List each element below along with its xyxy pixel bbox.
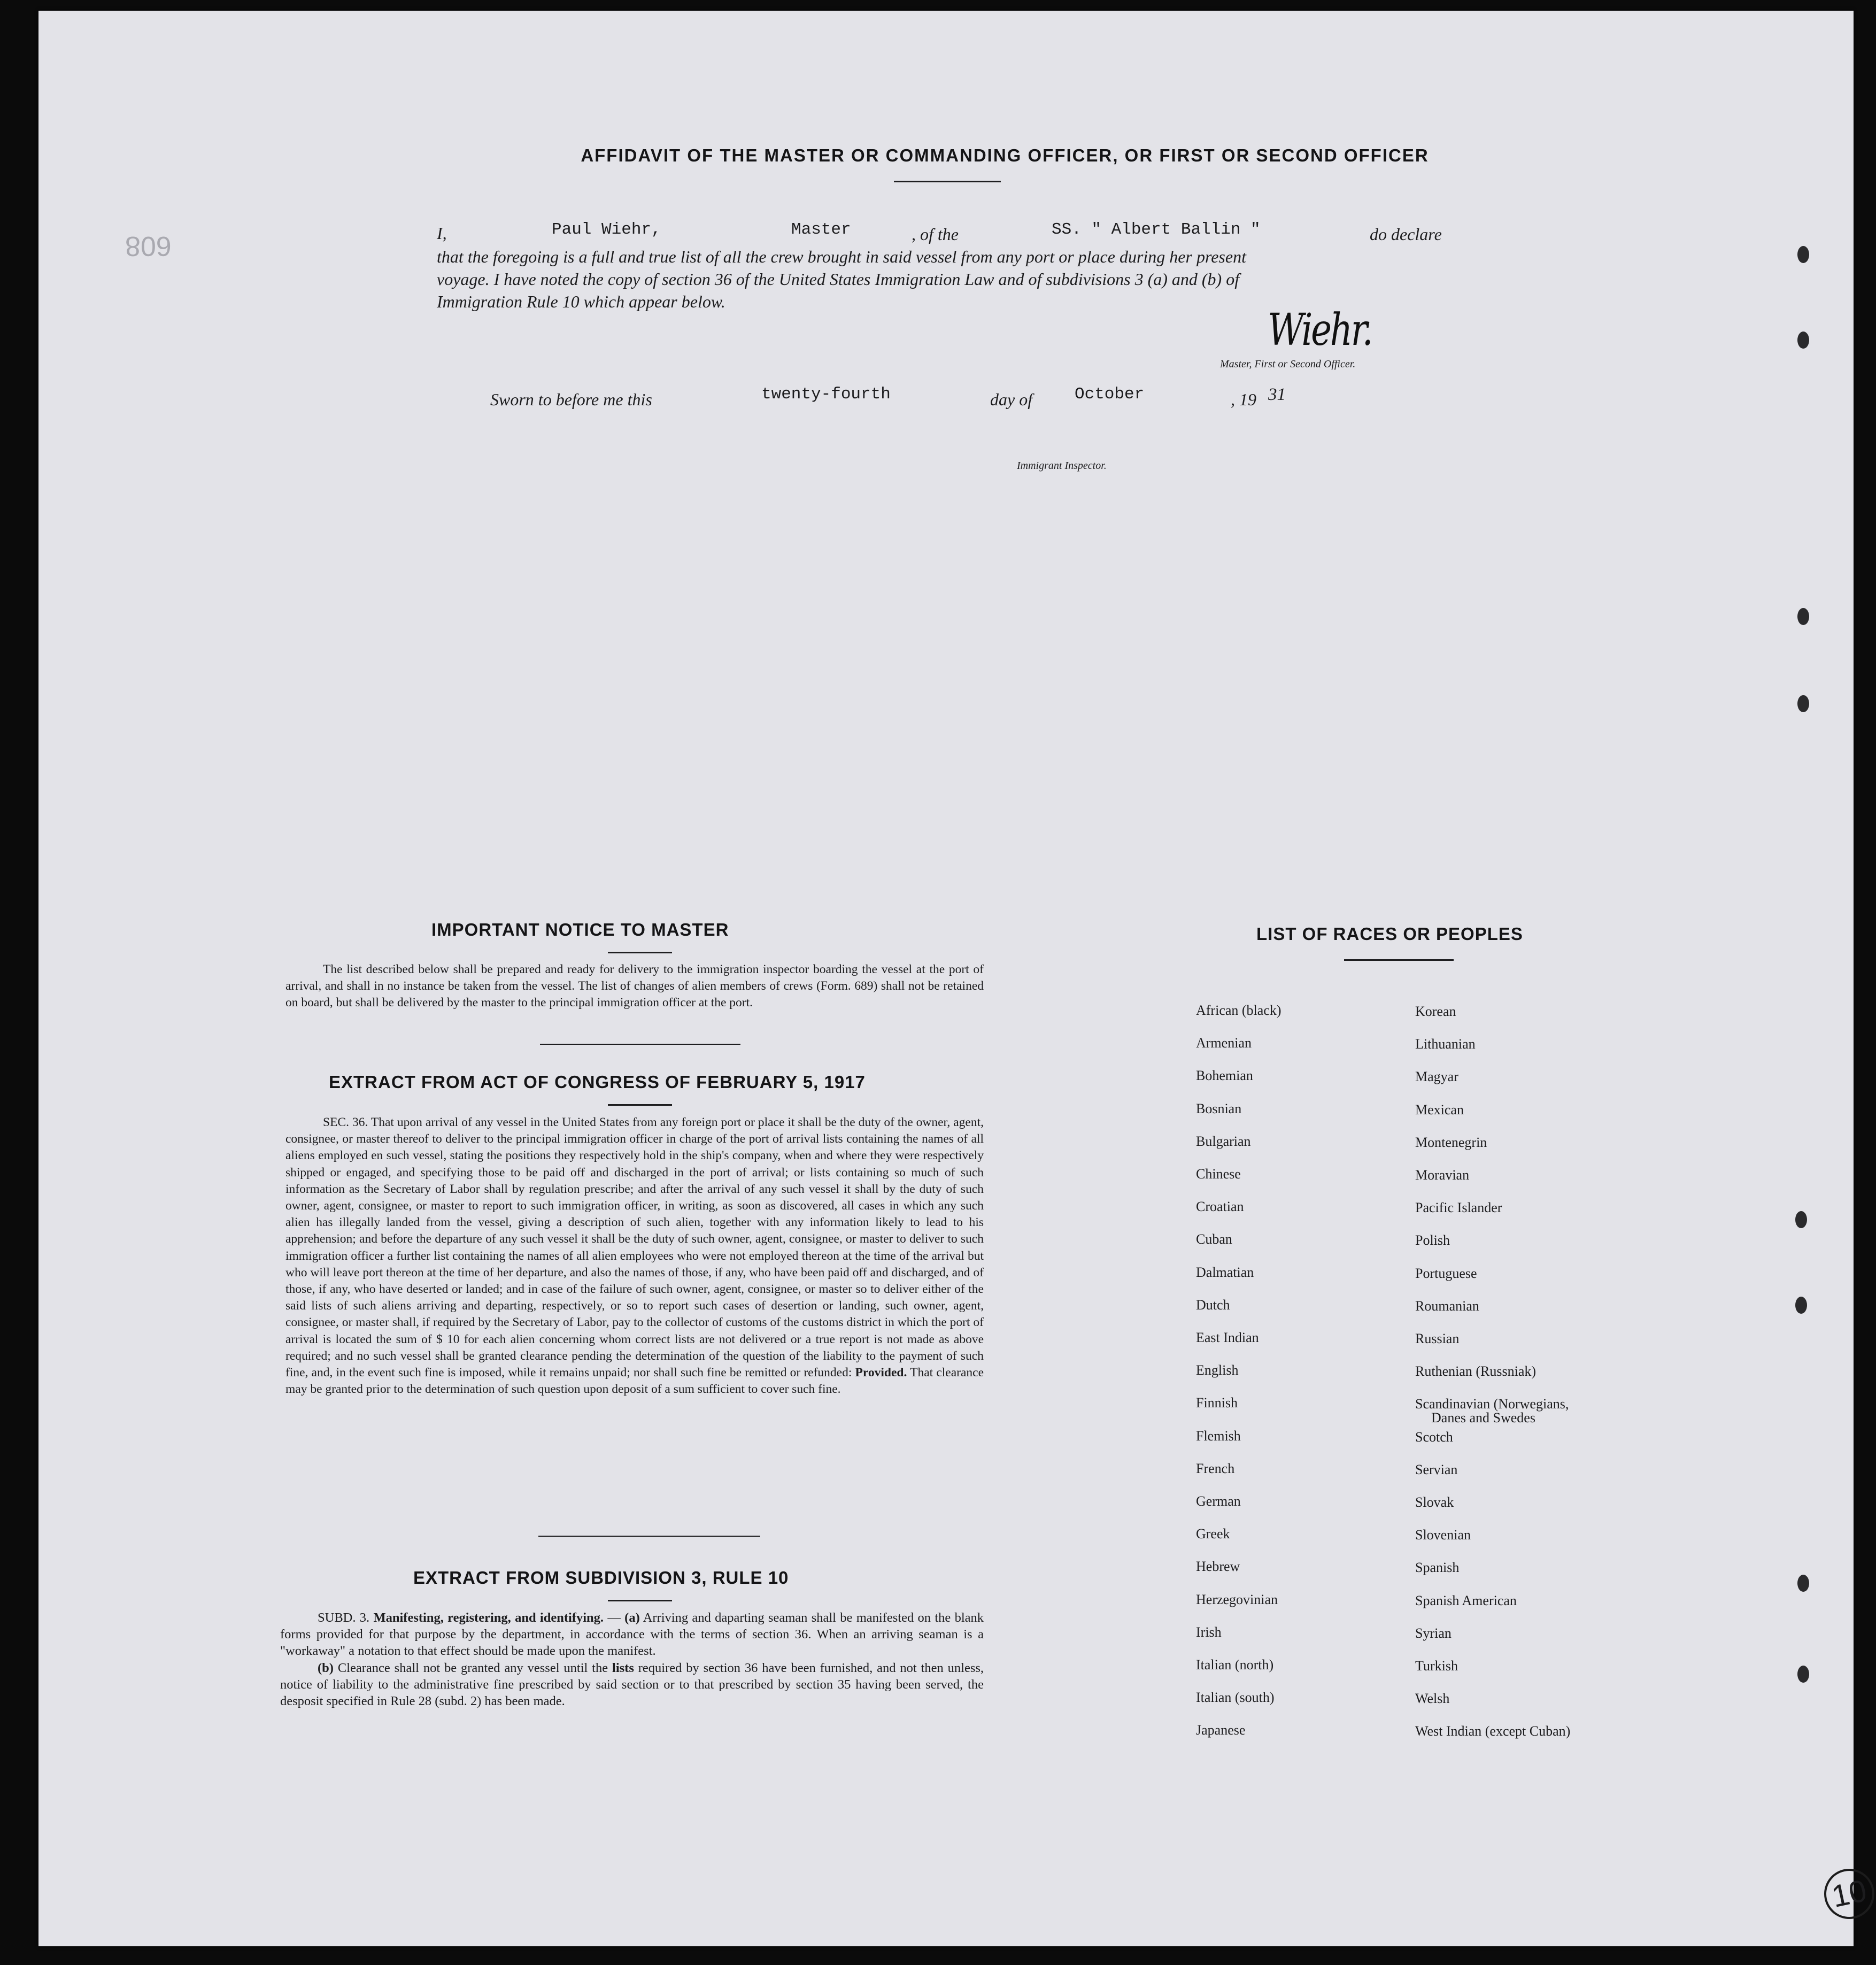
race-item: Japanese [1196, 1722, 1246, 1738]
inspector-caption: Immigrant Inspector. [1017, 460, 1107, 472]
rule-rule [608, 1600, 672, 1601]
page-number-stamp: 10 [1819, 1864, 1876, 1923]
race-item: Irish [1196, 1624, 1222, 1640]
day-of-label: day of [990, 390, 1033, 409]
subd-label: SUBD. 3. [318, 1610, 370, 1625]
race-item: Spanish American [1415, 1592, 1517, 1608]
race-item: Slovak [1415, 1494, 1454, 1510]
master-name: Paul Wiehr, [552, 220, 661, 239]
race-item: Roumanian [1415, 1298, 1479, 1314]
race-item: Finnish [1196, 1395, 1238, 1411]
affidavit-title: AFFIDAVIT OF THE MASTER OR COMMANDING OFFICER, OR FIRST OR SECOND OFFICER [581, 145, 1429, 165]
race-item: Moravian [1415, 1167, 1470, 1183]
subd-heading: Manifesting, registering, and identifying. [373, 1610, 604, 1625]
act-text [285, 1114, 984, 1398]
subd-b-text-1: Clearance shall not be granted any vessel until the [337, 1660, 608, 1675]
race-item: Cuban [1196, 1231, 1232, 1247]
affidavit-line-3: voyage. I have noted the copy of section 36 of the United States Immigration Law and of subdivisions 3 (a) and (b) of [437, 269, 1240, 289]
act-text-after: That clearance may be granted prior to the determination of such question upon deposit of a sum sufficient to cover such fine. [285, 1366, 984, 1397]
race-item: Montenegrin [1415, 1134, 1487, 1150]
master-signature: Wiehr. [1268, 305, 1372, 356]
margin-stamp: 608 [125, 230, 172, 261]
race-item: East Indian [1196, 1330, 1259, 1345]
act-title: EXTRACT FROM ACT OF CONGRESS OF FEBRUARY 5, 1917 [329, 1072, 866, 1092]
do-declare-label: do declare [1370, 225, 1442, 244]
race-item: Flemish [1196, 1428, 1241, 1444]
punch-hole [1797, 332, 1809, 349]
title-rule [894, 181, 1001, 182]
act-provided: Provided. [855, 1366, 907, 1380]
race-item: Bulgarian [1196, 1133, 1251, 1149]
race-item: Slovenian [1415, 1527, 1471, 1543]
race-item: Italian (south) [1196, 1690, 1275, 1706]
affidavit-line-2: that the foregoing is a full and true list of all the crew brought in said vessel from any port or place during her present [437, 247, 1246, 266]
notice-text [285, 961, 984, 1012]
affidavit-line-4: Immigration Rule 10 which appear below. [437, 292, 725, 311]
race-item: Korean [1415, 1004, 1456, 1019]
notice-title: IMPORTANT NOTICE TO MASTER [431, 920, 729, 939]
subd-b-lists: lists [612, 1660, 634, 1675]
race-item: Chinese [1196, 1166, 1241, 1182]
master-rank: Master [791, 220, 851, 239]
race-item: Mexican [1415, 1101, 1464, 1118]
punch-hole [1795, 1297, 1807, 1314]
rule-paragraph-a [280, 1609, 984, 1660]
race-item: English [1196, 1362, 1239, 1378]
race-item: Herzegovinian [1196, 1591, 1278, 1607]
notice-paragraph: The list described below shall be prepared and ready for delivery to the immigration inspector boarding the vessel at the port of arrival, and shall in no instance be taken from the vessel. The list of changes of alien members of crews (Form. 689) shall not be retained on board, but shall be delivered by the master to the principal immigration officer at the port. [285, 962, 984, 1010]
act-text-before: SEC. 36. That upon arrival of any vessel in the United States from any foreign port or place it shall be the duty of the owner, agent, consignee, or master thereof to deliver to the principal immigration officer in charge of the port of arrival lists containing the names of all aliens employed en such vessel, stating the positions they respectively hold in the ship's company, when and where they were respectively shipped or engaged, and specifying those to be paid off and discharged in the port of arrival; or lists containing so much of such information as the Secretary of Labor shall by regulation prescribe; and after the arrival of any such vessel it shall by the duty of such owner, agent, consignee, or master to report to such immigration officer, in writing, as soon as discovered, all cases in which any such alien has illegally landed from the vessel, giving a description of such alien, together with any information likely to lead to his apprehension; and before the departure of any such vessel it shall be the duty of such owner, agent, consignee, or master to deliver to such immigration officer a further list containing the names of all alien employees who were not employed thereon at the time of the arrival but who will leave port thereon at the time of her departure, and also the names of those, if any, who have been paid off and discharged, and of those, if any, who have deserted or landed; and in case of the failure of such owner, agent, consignee, or master so to deliver either of the said lists of such aliens arriving and departing, respectively, or so to report such cases of desertion or landing, such owner, agent, consignee, or master shall, if required by the Secretary of Labor, pay to the collector of customs of the customs district in which the port of arrival is located the sum of $ 10 for each alien concerning whom correct lists are not delivered or a true report is not made as above required; and no such vessel shall be granted clearance pending the determination of the question of the liability to the payment of such fine, and, in the event such fine is imposed, while it remains unpaid; nor shall such fine be remitted or refunded: [285, 1115, 984, 1380]
race-item: Spanish [1415, 1560, 1460, 1576]
race-item: German [1196, 1493, 1241, 1509]
signature-caption: Master, First or Second Officer. [1220, 358, 1356, 370]
race-item: Scandinavian (Norwegians, [1415, 1396, 1569, 1412]
act-bottom-rule [538, 1536, 760, 1537]
punch-hole [1797, 695, 1809, 712]
race-item: Ruthenian (Russniak) [1415, 1363, 1537, 1380]
race-item: Croatian [1196, 1199, 1244, 1215]
subd-a-label: (a) [624, 1610, 640, 1625]
race-item: Welsh [1415, 1691, 1450, 1707]
race-item: Servian [1415, 1461, 1458, 1477]
sworn-label: Sworn to before me this [490, 390, 652, 409]
race-item: Bosnian [1196, 1100, 1242, 1116]
race-item: Scotch [1415, 1429, 1453, 1445]
subd-dash: — [607, 1610, 621, 1625]
race-item: Armenian [1196, 1035, 1252, 1051]
punch-hole [1797, 246, 1809, 263]
race-item: Greek [1196, 1526, 1230, 1542]
race-item: Danes and Swedes [1431, 1410, 1535, 1426]
race-item: West Indian (except Cuban) [1415, 1723, 1571, 1739]
race-item: Bohemian [1196, 1068, 1253, 1084]
rule-title: EXTRACT FROM SUBDIVISION 3, RULE 10 [413, 1568, 789, 1588]
year-prefix: , 19 [1231, 390, 1256, 409]
punch-hole [1797, 608, 1809, 625]
race-item: Polish [1415, 1232, 1450, 1249]
races-title: LIST OF RACES OR PEOPLES [1256, 924, 1523, 944]
of-the-label: , of the [912, 225, 959, 244]
race-item: Pacific Islander [1415, 1200, 1502, 1216]
race-item: Lithuanian [1415, 1036, 1476, 1052]
races-rule [1344, 959, 1454, 961]
race-item: Portuguese [1415, 1265, 1477, 1281]
race-item: African (black) [1196, 1003, 1281, 1018]
race-item: Italian (north) [1196, 1657, 1274, 1673]
punch-hole [1795, 1211, 1807, 1228]
race-item: Magyar [1415, 1069, 1458, 1085]
sworn-month: October [1075, 385, 1145, 404]
rule-text [280, 1609, 984, 1709]
race-item: Dutch [1196, 1297, 1230, 1313]
race-item: Syrian [1415, 1625, 1452, 1641]
punch-hole [1797, 1666, 1809, 1683]
act-rule [608, 1104, 672, 1106]
notice-bottom-rule [540, 1044, 740, 1045]
race-item: Russian [1415, 1331, 1460, 1346]
subd-a-text: Arriving and daparting seaman shall be manifested on the blank forms provided for that purpose by the department, in accordance with the terms of section 36. When an arriving seaman is a "workaway" a notation to that effect should be made upon the manifest. [280, 1610, 984, 1659]
race-item: Hebrew [1196, 1559, 1240, 1575]
subd-b-label: (b) [318, 1660, 334, 1675]
punch-hole [1797, 1575, 1809, 1592]
subd-b-text-2: required by section 36 have been furnished, and not then unless, notice of liability to the administrative fine prescribed by said section or to that prescribed by section 35 having been served, the desposit specified in Rule 28 (subd. 2) has been made. [280, 1660, 984, 1709]
sworn-day: twenty-fourth [761, 385, 891, 404]
rule-paragraph-b [280, 1660, 984, 1710]
act-paragraph [285, 1114, 984, 1398]
race-item: Dalmatian [1196, 1264, 1254, 1280]
notice-rule [608, 952, 672, 953]
vessel-name: SS. " Albert Ballin " [1052, 220, 1261, 239]
race-item: French [1196, 1460, 1235, 1476]
race-item: Turkish [1415, 1658, 1458, 1674]
i-label: I, [437, 224, 447, 243]
document-page [38, 11, 1870, 1946]
year-suffix: 31 [1268, 385, 1286, 404]
